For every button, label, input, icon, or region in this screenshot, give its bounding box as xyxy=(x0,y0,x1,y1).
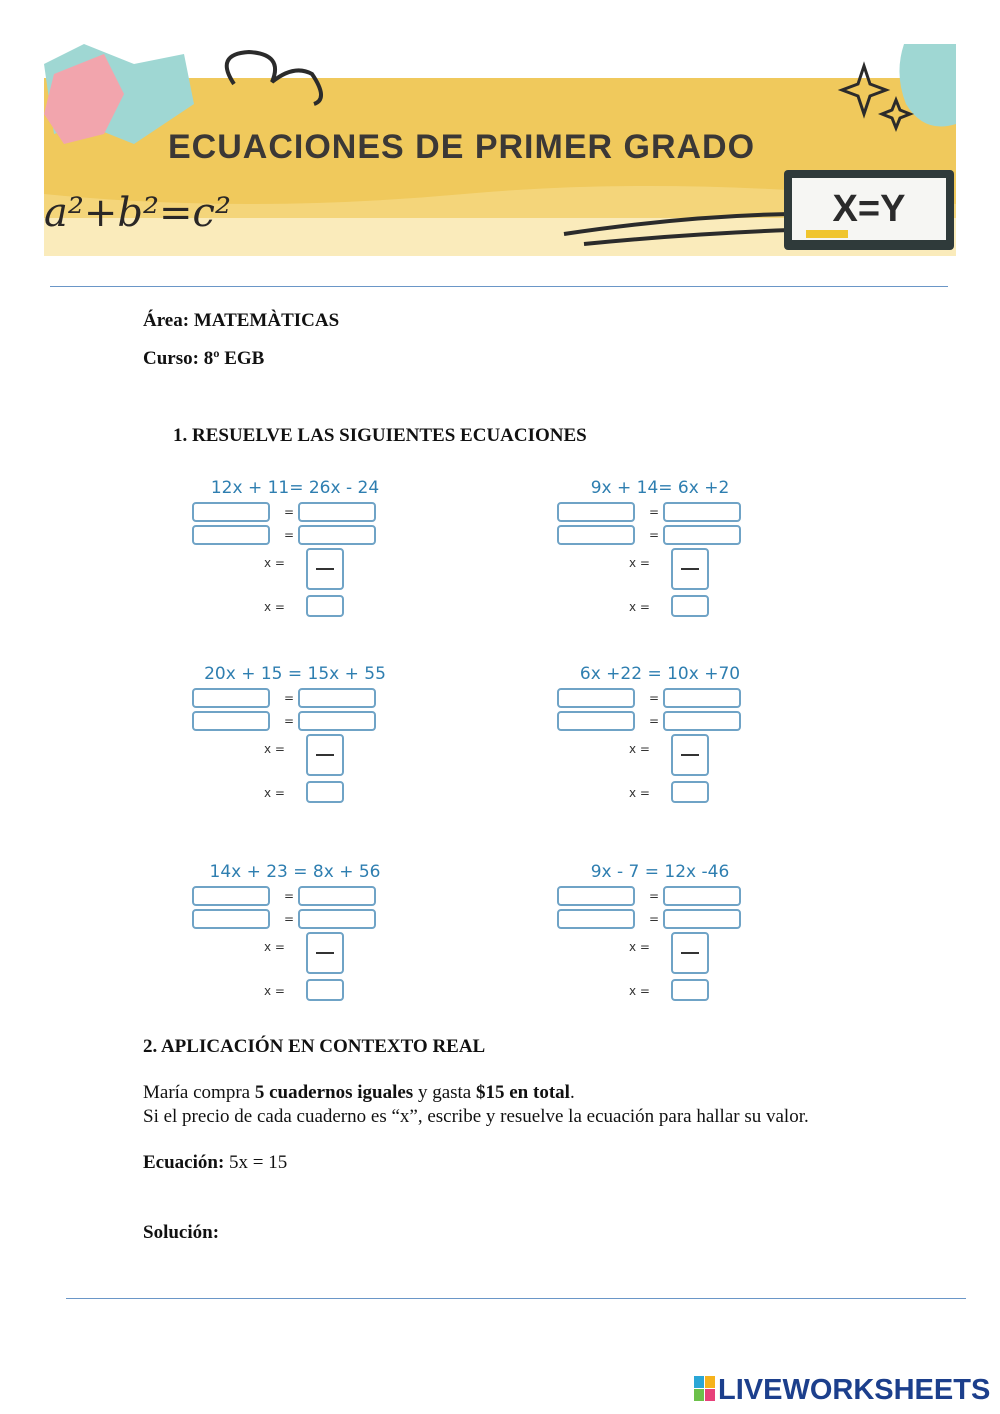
step1-right-input[interactable] xyxy=(298,688,376,708)
equation-block xyxy=(180,862,410,1012)
top-divider xyxy=(50,286,948,287)
equals-sign: = xyxy=(649,912,660,926)
x-equals-label: x = xyxy=(264,742,285,756)
x-equals-label: x = xyxy=(629,786,650,800)
x-equals-label: x = xyxy=(629,556,650,570)
final-answer-input[interactable] xyxy=(671,979,709,1001)
problem-bold-total: $15 en total xyxy=(476,1082,570,1103)
fraction-input[interactable] xyxy=(306,932,344,974)
equation-label: 12x + 11= 26x - 24 xyxy=(210,478,380,498)
equation-block xyxy=(545,862,775,1012)
equals-sign: = xyxy=(649,714,660,728)
step2-right-input[interactable] xyxy=(298,525,376,545)
step1-right-input[interactable] xyxy=(298,886,376,906)
fraction-input[interactable] xyxy=(671,734,709,776)
step2-left-input[interactable] xyxy=(192,909,270,929)
area-label: Área: MATEMÀTICAS xyxy=(143,310,340,331)
step2-right-input[interactable] xyxy=(298,711,376,731)
ecuacion-row xyxy=(143,1151,287,1175)
final-answer-input[interactable] xyxy=(306,595,344,617)
equation-block xyxy=(545,478,775,628)
equals-sign: = xyxy=(649,691,660,705)
step1-right-input[interactable] xyxy=(663,688,741,708)
fraction-bar xyxy=(316,568,334,570)
equals-sign: = xyxy=(284,889,295,903)
fraction-bar xyxy=(316,754,334,756)
section2-heading: 2. APLICACIÓN EN CONTEXTO REAL xyxy=(143,1036,486,1057)
section1-heading: 1. RESUELVE LAS SIGUIENTES ECUACIONES xyxy=(173,425,587,446)
step1-right-input[interactable] xyxy=(663,502,741,522)
equation-label: 20x + 15 = 15x + 55 xyxy=(204,664,386,684)
board-tray xyxy=(806,230,848,238)
board-text: X=Y xyxy=(792,178,946,240)
step2-right-input[interactable] xyxy=(298,909,376,929)
step1-right-input[interactable] xyxy=(663,886,741,906)
fraction-bar xyxy=(681,754,699,756)
x-equals-label: x = xyxy=(264,786,285,800)
problem-bold-notebooks: 5 cuadernos iguales xyxy=(254,1082,414,1103)
equals-sign: = xyxy=(284,691,295,705)
equals-sign: = xyxy=(649,528,660,542)
ecuacion-value[interactable]: 5x = 15 xyxy=(224,1152,288,1173)
x-equals-label: x = xyxy=(629,940,650,954)
fraction-bar xyxy=(681,568,699,570)
equals-sign: = xyxy=(284,505,295,519)
fraction-input[interactable] xyxy=(306,734,344,776)
step1-left-input[interactable] xyxy=(192,886,270,906)
fraction-input[interactable] xyxy=(671,932,709,974)
step2-left-input[interactable] xyxy=(192,711,270,731)
bottom-divider xyxy=(66,1298,966,1299)
x-equals-label: x = xyxy=(629,984,650,998)
equals-sign: = xyxy=(649,505,660,519)
step2-left-input[interactable] xyxy=(192,525,270,545)
step1-right-input[interactable] xyxy=(298,502,376,522)
ecuacion-label: Ecuación: xyxy=(143,1152,225,1173)
final-answer-input[interactable] xyxy=(306,979,344,1001)
banner-title: ECUACIONES DE PRIMER GRADO xyxy=(168,128,756,166)
x-equals-label: x = xyxy=(629,742,650,756)
x-equals-label: x = xyxy=(264,600,285,614)
x-equals-label: x = xyxy=(264,940,285,954)
step2-left-input[interactable] xyxy=(557,711,635,731)
curso-label: Curso: 8º EGB xyxy=(143,348,265,369)
fraction-bar xyxy=(316,952,334,954)
step2-left-input[interactable] xyxy=(557,909,635,929)
problem-text-end: . xyxy=(569,1082,575,1103)
problem-line-2: Si el precio de cada cuaderno es “x”, escribe y resuelve la ecuación para hallar su valor. xyxy=(143,1106,809,1127)
problem-text-pre: María compra xyxy=(143,1082,255,1103)
equation-label: 6x +22 = 10x +70 xyxy=(579,664,741,684)
final-answer-input[interactable] xyxy=(671,781,709,803)
equation-label: 9x + 14= 6x +2 xyxy=(590,478,730,498)
step1-left-input[interactable] xyxy=(557,886,635,906)
chalkboard-icon xyxy=(784,170,954,250)
solucion-answer-area[interactable] xyxy=(240,1216,840,1248)
step2-right-input[interactable] xyxy=(663,525,741,545)
step2-left-input[interactable] xyxy=(557,525,635,545)
problem-text-mid: y gasta xyxy=(413,1082,476,1103)
solucion-label: Solución: xyxy=(143,1222,220,1243)
x-equals-label: x = xyxy=(629,600,650,614)
equation-block xyxy=(180,664,410,814)
problem-line-1 xyxy=(143,1081,575,1105)
x-equals-label: x = xyxy=(264,556,285,570)
step1-left-input[interactable] xyxy=(557,688,635,708)
equation-label: 14x + 23 = 8x + 56 xyxy=(209,862,381,882)
step2-right-input[interactable] xyxy=(663,711,741,731)
fraction-input[interactable] xyxy=(671,548,709,590)
final-answer-input[interactable] xyxy=(671,595,709,617)
equals-sign: = xyxy=(649,889,660,903)
x-equals-label: x = xyxy=(264,984,285,998)
step1-left-input[interactable] xyxy=(192,502,270,522)
step2-right-input[interactable] xyxy=(663,909,741,929)
header-banner xyxy=(44,44,956,256)
fraction-input[interactable] xyxy=(306,548,344,590)
logo-mark-icon xyxy=(694,1376,716,1402)
step1-left-input[interactable] xyxy=(557,502,635,522)
final-answer-input[interactable] xyxy=(306,781,344,803)
equals-sign: = xyxy=(284,714,295,728)
logo-text: LIVEWORKSHEETS xyxy=(718,1374,991,1406)
equation-label: 9x - 7 = 12x -46 xyxy=(590,862,730,882)
equation-block xyxy=(545,664,775,814)
fraction-bar xyxy=(681,952,699,954)
banner-formula: a²+b²=c² xyxy=(44,190,231,236)
equals-sign: = xyxy=(284,528,295,542)
step1-left-input[interactable] xyxy=(192,688,270,708)
equals-sign: = xyxy=(284,912,295,926)
equation-block xyxy=(180,478,410,628)
